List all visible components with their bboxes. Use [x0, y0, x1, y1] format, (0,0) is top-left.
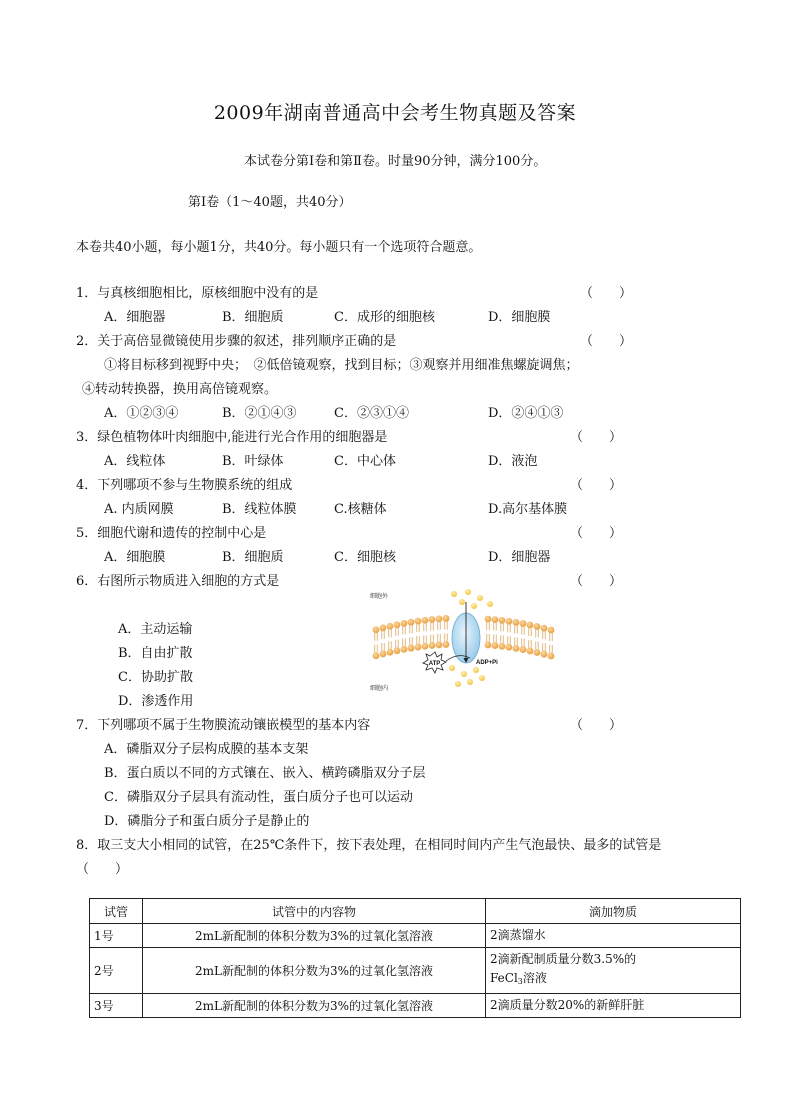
table-header-content: 试管中的内容物 — [143, 899, 486, 924]
question-3-option-c[interactable]: C．中心体 — [334, 454, 396, 469]
table-cell-tube: 3号 — [90, 994, 143, 1018]
question-2-paren: （ ） — [580, 334, 633, 349]
question-2-stem: 2．关于高倍显微镜使用步骤的叙述，排列顺序正确的是 — [76, 334, 397, 349]
question-4-option-d[interactable]: D.高尔基体膜 — [488, 502, 568, 517]
question-3-option-d[interactable]: D．液泡 — [488, 454, 538, 469]
question-4-stem: 4．下列哪项不参与生物膜系统的组成 — [76, 478, 293, 493]
phospholipid-head — [387, 649, 394, 656]
question-4-option-c[interactable]: C.核糖体 — [334, 502, 387, 517]
molecule — [467, 679, 473, 685]
question-1-paren: （ ） — [580, 286, 633, 301]
phospholipid-head — [492, 642, 499, 649]
added-line-2-suffix: 溶液 — [522, 971, 547, 985]
phospholipid-head — [534, 649, 541, 656]
question-6-option-d[interactable]: D．渗透作用 — [118, 694, 194, 709]
phospholipid-head — [541, 651, 548, 658]
page-title: 2009年湖南普通高中会考生物真题及答案 — [213, 102, 577, 124]
molecule — [461, 671, 467, 677]
question-7-option-c[interactable]: C．磷脂双分子层具有流动性，蛋白质分子也可以运动 — [104, 790, 413, 805]
experiment-table — [89, 898, 741, 1018]
phospholipid-head — [394, 621, 401, 628]
question-2-option-b[interactable]: B．②①④③ — [222, 406, 297, 421]
question-3-paren: （ ） — [570, 430, 623, 445]
question-8-stem: 8．取三支大小相同的试管，在25℃条件下，按下表处理，在相同时间内产生气泡最快、最多的试管是 — [76, 838, 662, 853]
phospholipid-head — [534, 623, 541, 630]
question-7-option-a[interactable]: A．磷脂双分子层构成膜的基本支架 — [104, 742, 309, 757]
question-8-paren: （ ） — [76, 862, 129, 877]
molecule — [479, 675, 485, 681]
question-2-steps-line-1: ①将目标移到视野中央； ②低倍镜观察，找到目标；③观察并用细准焦螺旋调焦； — [104, 358, 579, 373]
question-4-option-b[interactable]: B．线粒体膜 — [222, 502, 297, 517]
table-cell-content: 2mL新配制的体积分数为3%的过氧化氢溶液 — [143, 948, 486, 994]
molecule — [471, 603, 477, 609]
question-1-option-c[interactable]: C．成形的细胞核 — [334, 310, 435, 325]
inside-label: 细胞内 — [370, 686, 389, 692]
outside-label: 细胞外 — [370, 594, 389, 600]
table-row — [90, 994, 741, 1018]
phospholipid-head — [485, 616, 492, 623]
question-7-option-b[interactable]: B．蛋白质以不同的方式镶在、嵌入、横跨磷脂双分子层 — [104, 766, 426, 781]
table-row — [90, 948, 741, 994]
phospholipid-head — [422, 617, 429, 624]
phospholipid-head — [380, 651, 387, 658]
table-cell-tube: 1号 — [90, 924, 143, 948]
phospholipid-head — [513, 619, 520, 626]
question-3-stem: 3．绿色植物体叶肉细胞中,能进行光合作用的细胞器是 — [76, 430, 388, 445]
phospholipid-head — [373, 626, 380, 633]
phospholipid-head — [527, 648, 534, 655]
question-5-paren: （ ） — [570, 526, 623, 541]
question-6-option-c[interactable]: C．协助扩散 — [118, 670, 193, 685]
question-1-option-a[interactable]: A．细胞器 — [104, 310, 166, 325]
phospholipid-head — [394, 647, 401, 654]
phospholipid-head — [415, 618, 422, 625]
table-header-added: 滴加物质 — [486, 899, 741, 924]
part1-heading: 第Ⅰ卷（1～40题，共40分） — [188, 195, 352, 210]
phospholipid-head — [429, 642, 436, 649]
table-cell-content: 2mL新配制的体积分数为3%的过氧化氢溶液 — [143, 994, 486, 1018]
phospholipid-head — [513, 645, 520, 652]
question-4-paren: （ ） — [570, 478, 623, 493]
phospholipid-head — [443, 615, 450, 622]
question-6-stem: 6．右图所示物质进入细胞的方式是 — [76, 574, 280, 589]
question-1-option-d[interactable]: D．细胞膜 — [488, 310, 551, 325]
table-header-tube: 试管 — [90, 899, 143, 924]
molecule — [477, 595, 483, 601]
molecule — [451, 591, 457, 597]
phospholipid-head — [408, 619, 415, 626]
phospholipid-head — [485, 642, 492, 649]
phospholipid-head — [387, 623, 394, 630]
question-7-stem: 7．下列哪项不属于生物膜流动镶嵌模型的基本内容 — [76, 718, 371, 733]
phospholipid-head — [401, 646, 408, 653]
table-cell-added: 2滴蒸馏水 — [486, 924, 741, 948]
question-5-option-a[interactable]: A．细胞膜 — [104, 550, 166, 565]
phospholipid-head — [380, 625, 387, 632]
question-3-option-b[interactable]: B．叶绿体 — [222, 454, 284, 469]
molecule — [459, 599, 465, 605]
phospholipid-head — [408, 645, 415, 652]
phospholipid-head — [436, 641, 443, 648]
question-6-paren: （ ） — [570, 574, 623, 589]
atp-label: ATP — [428, 661, 441, 667]
phospholipid-head — [506, 618, 513, 625]
exam-intro: 本试卷分第Ⅰ卷和第Ⅱ卷。时量90分钟，满分100分。 — [244, 154, 547, 169]
adp-label: ADP+Pi — [476, 660, 498, 666]
phospholipid-head — [506, 644, 513, 651]
question-1-stem: 1．与真核细胞相比，原核细胞中没有的是 — [76, 286, 319, 301]
table-cell-added: 2滴质量分数20%的新鲜肝脏 — [486, 994, 741, 1018]
table-cell-content: 2mL新配制的体积分数为3%的过氧化氢溶液 — [143, 924, 486, 948]
phospholipid-head — [520, 646, 527, 653]
question-2-option-a[interactable]: A．①②③④ — [104, 406, 179, 421]
phospholipid-head — [520, 620, 527, 627]
molecule — [487, 601, 493, 607]
phospholipid-head — [422, 643, 429, 650]
molecule — [455, 681, 461, 687]
question-2-option-c[interactable]: C．②③①④ — [334, 406, 409, 421]
table-row — [90, 924, 741, 948]
question-3-option-a[interactable]: A．线粒体 — [104, 454, 166, 469]
molecule — [473, 667, 479, 673]
question-5-stem: 5．细胞代谢和遗传的控制中心是 — [76, 526, 267, 541]
question-6-option-a[interactable]: A．主动运输 — [118, 622, 193, 637]
added-formula: FeCl — [490, 971, 518, 985]
phospholipid-head — [499, 617, 506, 624]
question-7-paren: （ ） — [570, 718, 623, 733]
molecule — [465, 589, 471, 595]
table-cell-added — [486, 948, 741, 994]
question-2-option-d[interactable]: D．②④①③ — [488, 406, 564, 421]
phospholipid-head — [415, 644, 422, 651]
phospholipid-head — [436, 615, 443, 622]
part1-instructions: 本卷共40小题，每小题1分，共40分。每小题只有一个选项符合题意。 — [76, 240, 482, 255]
phospholipid-head — [443, 641, 450, 648]
added-line-1: 2滴新配制质量分数3.5%的 — [490, 952, 637, 966]
question-4-option-a[interactable]: A. 内质网膜 — [104, 502, 174, 517]
question-6-option-b[interactable]: B．自由扩散 — [118, 646, 193, 661]
question-2-steps-line-2: ④转动转换器，换用高倍镜观察。 — [82, 382, 278, 397]
phospholipid-head — [541, 625, 548, 632]
phospholipid-head — [373, 652, 380, 659]
membrane-transport-diagram — [368, 588, 558, 696]
phospholipid-head — [527, 622, 534, 629]
question-5-option-c[interactable]: C．细胞核 — [334, 550, 396, 565]
question-1-option-b[interactable]: B．细胞质 — [222, 310, 284, 325]
table-header-row — [90, 899, 741, 924]
phospholipid-head — [401, 620, 408, 627]
phospholipid-head — [492, 616, 499, 623]
phospholipid-head — [548, 627, 555, 634]
phospholipid-head — [499, 643, 506, 650]
phospholipid-head — [429, 616, 436, 623]
added-formula-subscript: 3 — [517, 977, 523, 986]
table-cell-tube: 2号 — [90, 948, 143, 994]
question-7-option-d[interactable]: D．磷脂分子和蛋白质分子是静止的 — [104, 814, 310, 829]
molecule — [449, 665, 455, 671]
question-5-option-b[interactable]: B．细胞质 — [222, 550, 284, 565]
question-5-option-d[interactable]: D．细胞器 — [488, 550, 551, 565]
phospholipid-head — [548, 653, 555, 660]
